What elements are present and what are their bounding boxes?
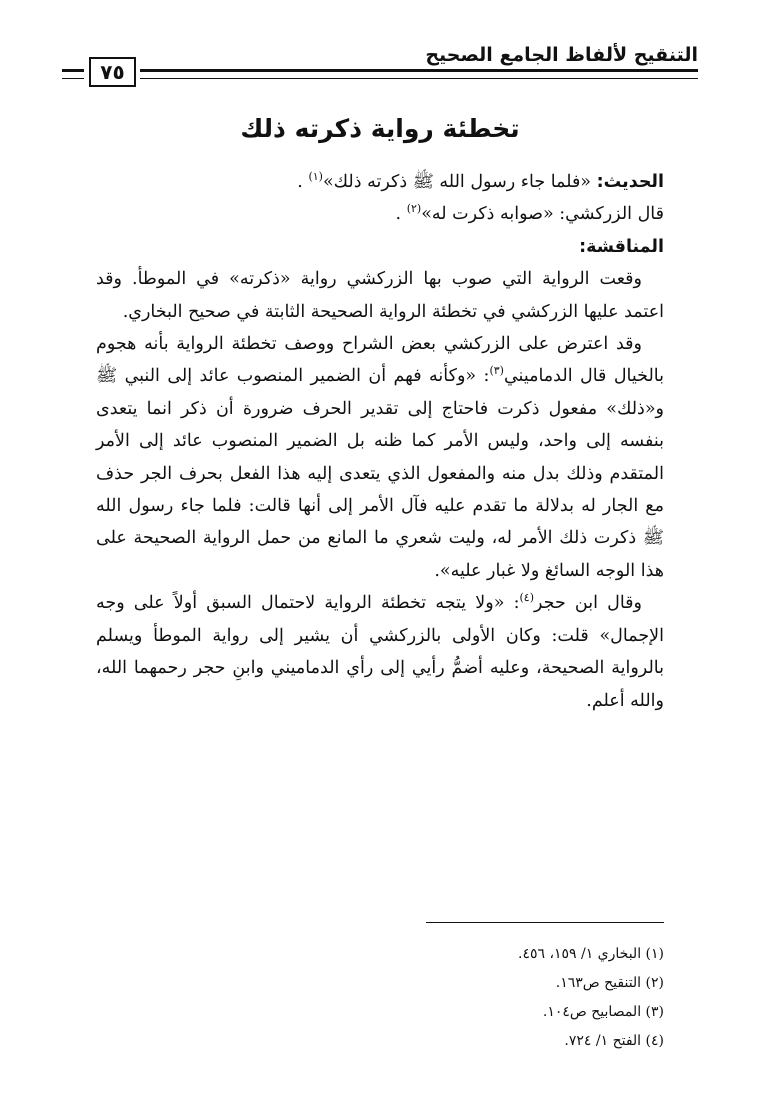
- paragraph-2: [96, 328, 664, 587]
- zarkashi-text: قال الزركشي: «صوابه ذكرت له»: [421, 204, 664, 225]
- zarkashi-line: قال الزركشي: «صوابه ذكرت له»$^{(٢)}$ .: [395, 202, 664, 225]
- page-number: ٧٥: [89, 57, 136, 87]
- discussion-line: [96, 231, 664, 263]
- running-title: التنقيح لألفاظ الجامع الصحيح: [425, 44, 698, 66]
- footnote-1: (١) البخاري ١/ ١٥٩، ٤٥٦.: [517, 946, 664, 962]
- footnotes: [96, 940, 664, 1056]
- paragraph-2-part-b: : «وكأنه فهم أن الضمير المنصوب عائد إلى النبي ﷺ و«ذلك» مفعول ذكرت فاحتاج إلى تقدير الحرف ضرورة أن ذكر انما يتعدى بنفسه إلى واحد، وليس الأمر كما ظنه بل الضمير المنصوب عائد إلى الأمر المتقدم وذلك بدل منه والمفعول الذي يتعدى إليه هذا الفعل بحرف الجر حذف مع الجار له بدلالة ما تقدم عليه فآل الأمر إلى أنها قالت: فلما جاء رسول الله ﷺ ذكرت ذلك الأمر له، وليت شعري ما المانع من حمل الرواية الصحيحة على هذا الوجه السائغ ولا غبار عليه».: [96, 366, 664, 581]
- header-rule: [140, 69, 698, 79]
- footnote-rule: [426, 922, 664, 923]
- header-left-rule: [62, 69, 84, 79]
- hadith-text: «فلما جاء رسول الله ﷺ ذكرته ذلك»: [322, 172, 592, 192]
- footnote-ref-2: (٢): [406, 202, 422, 216]
- footnote-ref-3: (٣): [489, 364, 504, 378]
- paragraph-3-part-b: : «ولا يتجه تخطئة الرواية لاحتمال السبق أولاً على وجه الإجمال» قلت: وكان الأولى بالزركشي أن يشير إلى رواية الموطأ ويسلم بالرواية الصحيحة، وعليه أضمُّ رأيي إلى رأي الدماميني وابنِ حجر رحمهما الله، والله أعلم.: [96, 593, 664, 711]
- page-header: [62, 42, 698, 92]
- paragraph-3: [96, 587, 664, 717]
- section-title: تخطئة رواية ذكرته ذلك: [240, 114, 520, 143]
- body-text: [96, 166, 664, 717]
- paragraph-2-part-a: وقد اعترض على الزركشي بعض الشراح ووصف تخطئة الرواية بأنه هجوم بالخيال قال الدماميني: [96, 334, 664, 387]
- hadith-line: الحديث: «فلما جاء رسول الله ﷺ ذكرته ذلك»$^{(١)}$ .: [297, 170, 664, 192]
- discussion-label: المناقشة:: [579, 236, 664, 257]
- footnote-4: (٤) الفتح ١/ ٧٢٤.: [564, 1033, 664, 1049]
- hadith-label: الحديث:: [596, 172, 664, 192]
- paragraph-1: وقعت الرواية التي صوب بها الزركشي رواية «ذكرته» في الموطأ. وقد اعتمد عليها الزركشي في تخطئة الرواية الصحيحة الثابتة في صحيح البخاري.: [96, 269, 664, 322]
- footnote-2: (٢) التنقيح ص١٦٣.: [555, 975, 664, 991]
- footnote-ref-4: (٤): [519, 591, 534, 605]
- footnote-3: (٣) المصابيح ص١٠٤.: [542, 1004, 664, 1020]
- paragraph-3-part-a: وقال ابن حجر: [534, 593, 642, 614]
- footnote-ref-1: (١): [308, 170, 323, 184]
